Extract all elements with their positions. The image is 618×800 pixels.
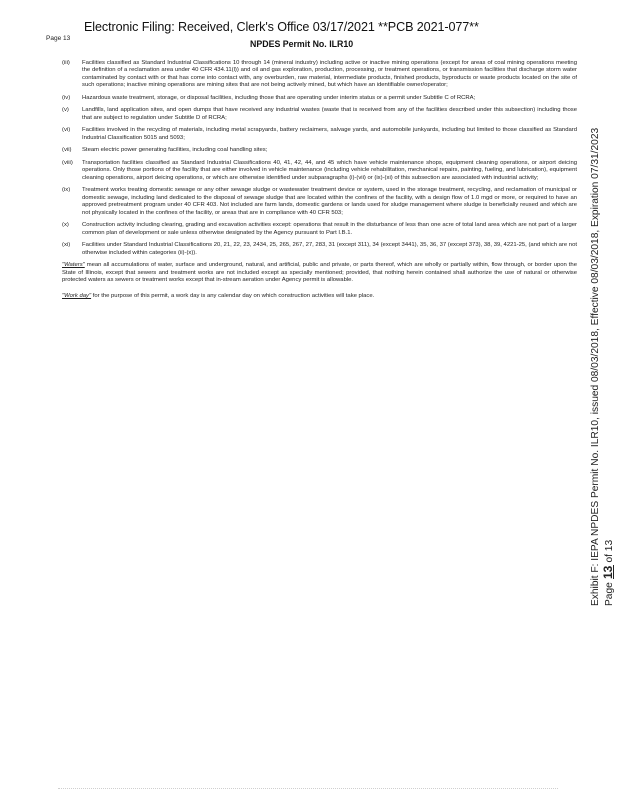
item-numeral: (vii) [62,147,72,154]
definition-waters [62,262,577,284]
item-text: Steam electric power generating facilities, including coal handling sites; [82,147,268,154]
filing-stamp: Electronic Filing: Received, Clerk's Office 03/17/2021 **PCB 2021-077** [84,20,479,34]
item-numeral: (xi) [62,242,71,249]
definition-term: "Waters" [62,262,85,269]
list-item [62,95,577,102]
item-numeral: (v) [62,107,69,114]
list-item [62,127,577,142]
permit-title: NPDES Permit No. ILR10 [250,39,354,49]
item-text: Landfills, land application sites, and open dumps that have received any industrial wastes (waste that is received from any of the facilities described under this subsection) including those that are subject to regulation under Subtitle D of RCRA; [82,107,577,121]
definition-work-day [62,293,577,300]
list-item [62,60,577,90]
item-text: Transportation facilities classified as Standard Industrial Classifications 40, 41, 42, 44, and 45 which have vehicle maintenance shops, equipment cleaning operations, or airport deicing operations. Only those portions of the facility that are either involved in vehicle maintenance (including vehicle rehabilitation, mechanical repairs, painting, fueling, and lubrication), equipment cleaning operations, airport deicing operations, or which are otherwise identified under subparagraphs (i)-(vii) or (ix)-(xi) of this subsection are associated with industrial activity; [82,160,577,181]
definition-text: mean all accumulations of water, surface and underground, natural, and artificial, public and private, or parts thereof, which are wholly or partially within, flow through, or border upon the State of Illinois, except that sewers and treatment works are not included except as specially mentioned; provided, that nothing herein contained shall authorize the use of natural or otherwise protected waters as sewers or treatment works except that in-stream aeration under Agency permit is allowable. [62,262,577,284]
item-text: Facilities under Standard Industrial Classifications 20, 21, 22, 23, 2434, 25, 265, 267, 27, 283, 31 (except 311), 34 (except 3441), 35, 36, 37 (except 373), 38, 39, 4221-25, (and which are not otherwise included within categories (ii)-(x)). [82,242,577,256]
list-item [62,187,577,217]
item-text: Facilities classified as Standard Industrial Classifications 10 through 14 (mineral industry) including active or inactive mining operations (except for areas of coal mining operations meeting the definition of a reclamation area under 40 CFR 434.11(l)) and oil and gas exploration, production, processing, or treatment operations, or transmission facilities that discharge storm water contaminated by contact with or that has come into contact with, any overburden, raw material, intermediate products, finished products, byproducts or waste products located on the site of such operations; inactive mining operations are mining sites that are not being actively mined, but which have an identifiable owner/operator; [82,60,577,89]
scan-footer-line [58,788,558,790]
list-item [62,222,577,237]
list-item [62,147,577,154]
exhibit-page-prefix: Page [603,582,615,606]
item-numeral: (iii) [62,60,70,66]
exhibit-page-line [600,128,617,606]
item-text: Facilities involved in the recycling of materials, including metal scrapyards, battery reclaimers, salvage yards, and automobile junkyards, including but limited to those classified as Standard Industrial Classification 5015 and 5093; [82,127,577,141]
item-text: Construction activity including clearing, grading and excavation activities except: operations that result in the disturbance of less than one acre of total land area which are not part of a larger common plan of development or sale unless otherwise designated by the Agency pursuant to Part I.B.1. [82,222,577,236]
item-text: Treatment works treating domestic sewage or any other sewage sludge or wastewater treatment device or system, used in the storage treatment, recycling, and reclamation of municipal or domestic sewage, including land dedicated to the disposal of sewage sludge that are located within the confines of the facility, with a design flow of 1.0 mgd or more, or required to have an approved pretreatment program under 40 CFR 403. Not included are farm lands, domestic gardens or lands used for sludge management where sludge is beneficially reused and which are not physically located in the confines of the facility, or areas that are in compliance with 40 CFR 503; [82,187,577,216]
list-item [62,242,577,257]
definition-term: "Work day" [62,293,92,300]
item-text: Hazardous waste treatment, storage, or disposal facilities, including those that are operating under interim status or a permit under Subtitle C of RCRA; [82,94,476,101]
exhibit-side-stamp [590,128,616,606]
item-numeral: (iv) [62,94,71,101]
item-numeral: (ix) [62,187,71,194]
exhibit-label: Exhibit F: IEPA NPDES Permit No. ILR10, issued 08/03/2018, Effective 08/03/2018, Expiration 07/31/2023 [590,127,601,606]
definition-text: for the purpose of this permit, a work day is any calendar day on which construction activities will take place. [91,293,375,300]
item-numeral: (vi) [62,127,71,134]
item-numeral: (viii) [62,160,73,166]
item-numeral: (x) [62,222,69,229]
page-number: Page 13 [46,35,71,42]
list-item [62,107,577,122]
exhibit-page-suffix: of 13 [603,539,615,563]
handwritten-page-number: 13 [600,565,615,580]
document-body [62,60,577,306]
list-item [62,160,577,182]
